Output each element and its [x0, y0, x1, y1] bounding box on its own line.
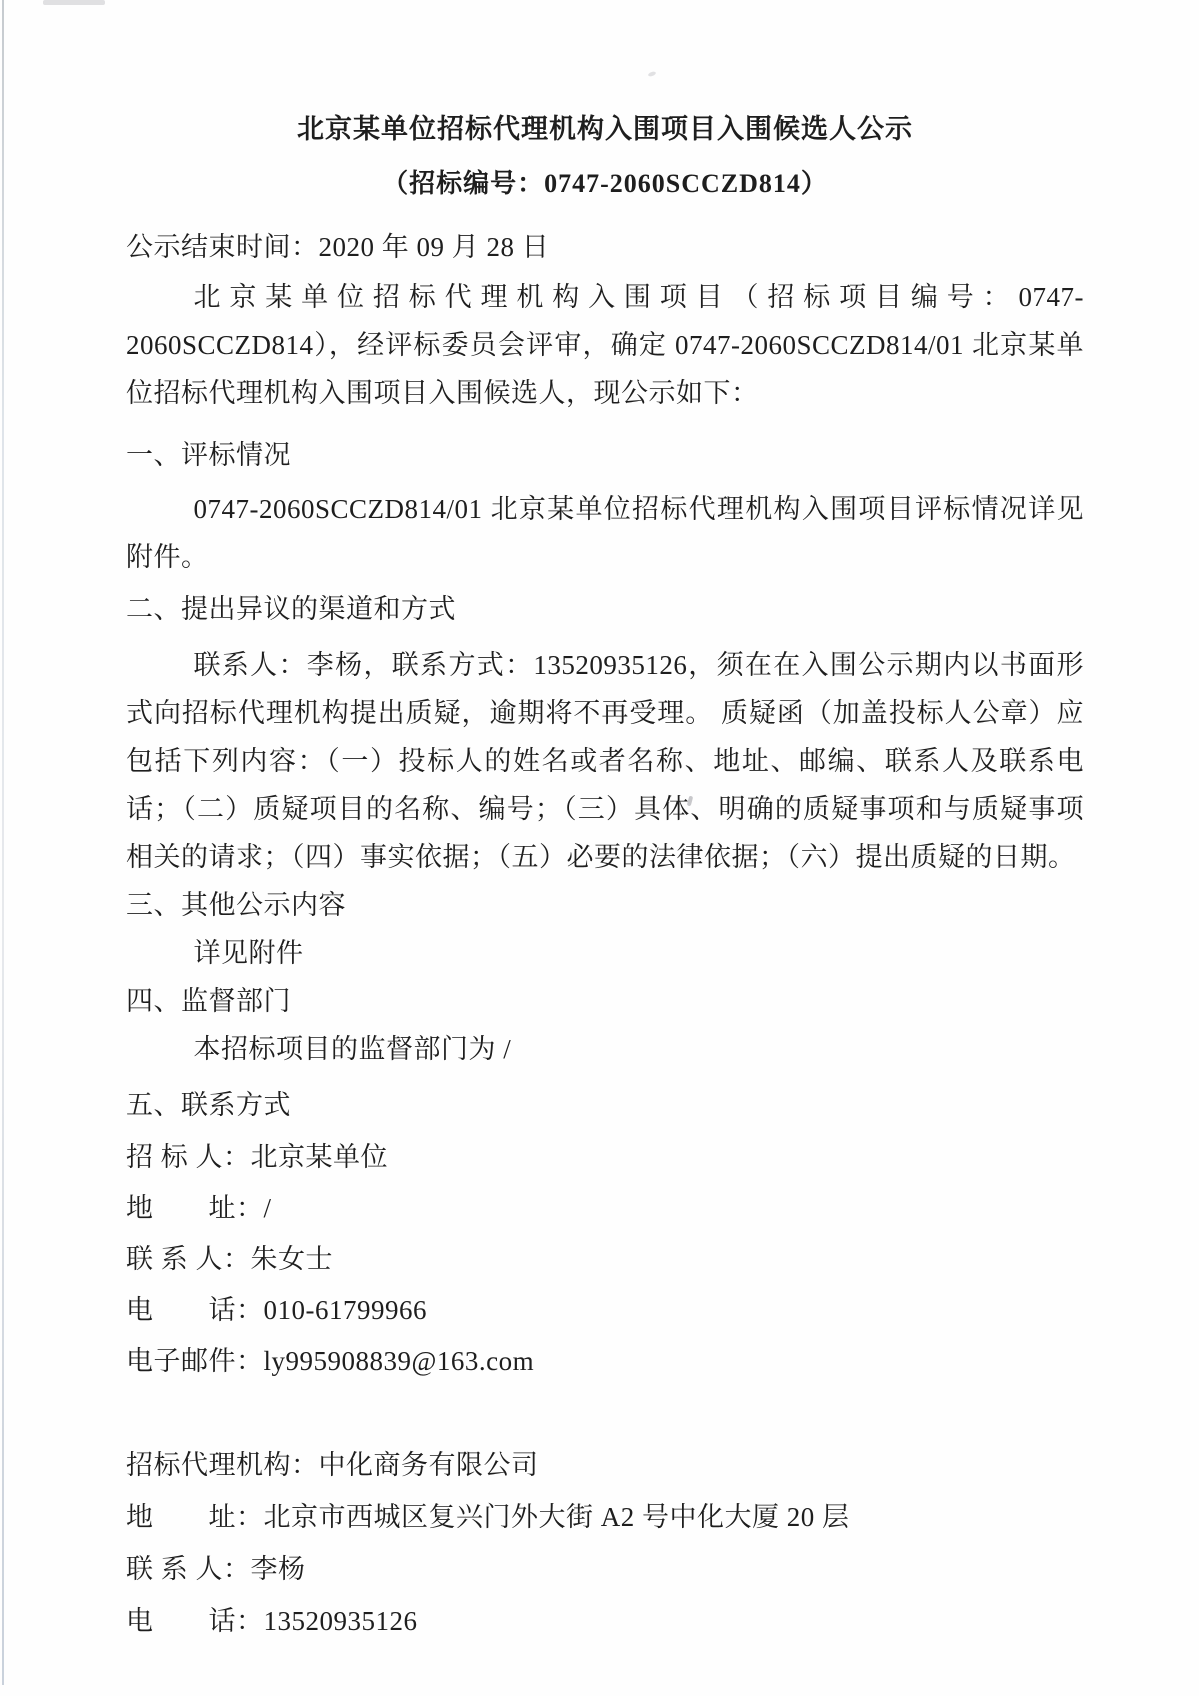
- tenderer-name-label: 招 标 人：: [126, 1142, 251, 1172]
- tenderer-email-row: [126, 1337, 1084, 1385]
- section-body-evaluation: 0747-2060SCCZD814/01 北京某单位招标代理机构入围项目评标情况详见附件。: [126, 494, 1084, 572]
- tenderer-address-value: /: [263, 1193, 272, 1223]
- tenderer-name-row: [126, 1133, 1084, 1181]
- intro-paragraph: 北京某单位招标代理机构入围项目（招标项目编号：0747-2060SCCZD814），经评标委员会评审，确定 0747-2060SCCZD814/01 北京某单位招标代理机构入围项目入围候选人，现公示如下：: [126, 282, 1084, 408]
- section-body-other-content: 详见附件: [193, 938, 304, 968]
- scan-artifact-left-edge: [2, 0, 4, 1685]
- tenderer-email-label: 电子邮件：: [126, 1346, 264, 1376]
- section-heading-other-content: 三、其他公示内容: [126, 890, 346, 920]
- agency-contact-person-value: 李杨: [250, 1554, 306, 1584]
- scan-artifact-top-smudge: [43, 0, 105, 5]
- agency-contact-person-label: 联 系 人：: [126, 1554, 251, 1584]
- agency-address-label: 地 址：: [126, 1502, 264, 1532]
- section-heading-contact: 五、联系方式: [126, 1090, 291, 1120]
- tenderer-name-value: 北京某单位: [250, 1142, 388, 1172]
- agency-name-value: 中化商务有限公司: [318, 1450, 539, 1480]
- agency-address-value: 北京市西城区复兴门外大街 A2 号中化大厦 20 层: [263, 1502, 850, 1532]
- agency-phone-row: [126, 1597, 1084, 1645]
- scan-artifact-speck: [648, 71, 657, 77]
- tenderer-phone-row: [126, 1286, 1084, 1334]
- section-heading-supervision: 四、监督部门: [126, 986, 291, 1016]
- tenderer-contact-block: [126, 1133, 1084, 1385]
- tenderer-address-row: [126, 1184, 1084, 1232]
- tenderer-phone-value: 010-61799966: [263, 1295, 427, 1325]
- tenderer-contact-person-row: [126, 1235, 1084, 1283]
- agency-contact-person-row: [126, 1545, 1084, 1593]
- agency-phone-value: 13520935126: [263, 1606, 418, 1636]
- tenderer-address-label: 地 址：: [126, 1193, 264, 1223]
- section-heading-objection: 二、提出异议的渠道和方式: [126, 594, 456, 624]
- agency-contact-block: [126, 1441, 1084, 1645]
- agency-name-label: 招标代理机构：: [126, 1450, 319, 1480]
- tenderer-contact-person-value: 朱女士: [250, 1244, 333, 1274]
- tender-number-subtitle: （招标编号：0747-2060SCCZD814）: [382, 169, 828, 198]
- publicity-deadline-line: 公示结束时间：2020 年 09 月 28 日: [126, 232, 550, 262]
- section-body-supervision: 本招标项目的监督部门为 /: [193, 1034, 512, 1064]
- section-heading-evaluation: 一、评标情况: [126, 440, 291, 470]
- tenderer-phone-label: 电 话：: [126, 1295, 264, 1325]
- agency-phone-label: 电 话：: [126, 1606, 264, 1636]
- agency-name-row: [126, 1441, 1084, 1489]
- agency-address-row: [126, 1493, 1084, 1541]
- section-body-objection: 联系人：李杨，联系方式：13520935126，须在在入围公示期内以书面形式向招标代理机构提出质疑，逾期将不再受理。 质疑函（加盖投标人公章）应包括下列内容：（一）投标人的姓名或者名称、地址、邮编、联系人及联系电话；（二）质疑项目的名称、编号；（三）具体、明确的质疑事项和与质疑事项相关的请求；（四）事实依据；（五）必要的法律依据；（六）提出质疑的日期。: [126, 650, 1084, 872]
- tenderer-contact-person-label: 联 系 人：: [126, 1244, 251, 1274]
- document-title: 北京某单位招标代理机构入围项目入围候选人公示: [297, 114, 913, 144]
- tenderer-email-value: ly995908839@163.com: [263, 1346, 535, 1376]
